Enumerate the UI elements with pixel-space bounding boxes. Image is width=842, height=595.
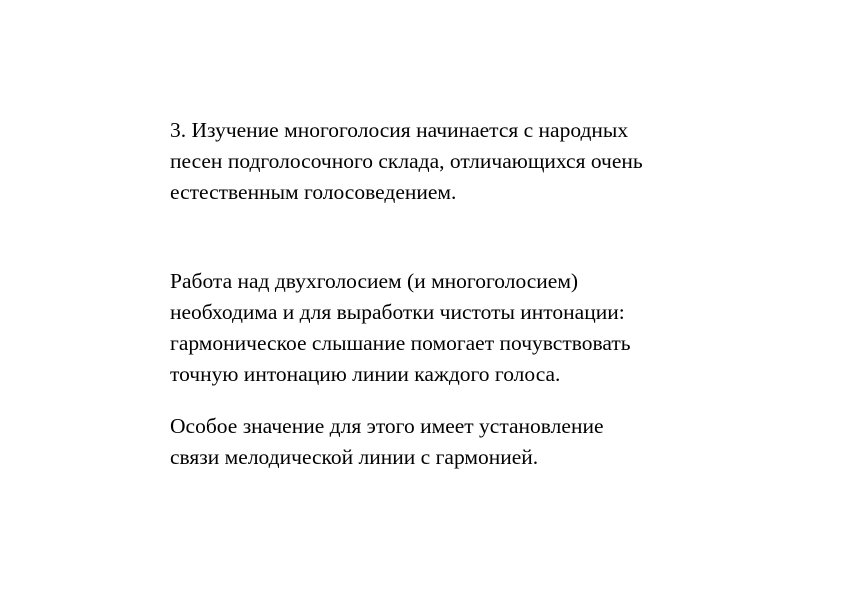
paragraph-line: 3. Изучение многоголосия начинается с народных bbox=[170, 118, 629, 142]
paragraph-line: естественным голосоведением. bbox=[170, 180, 457, 204]
paragraph-line: связи мелодической линии с гармонией. bbox=[170, 445, 539, 469]
paragraph-line: гармоническое слышание помогает почувствовать bbox=[170, 331, 631, 355]
paragraph-harmony-connection bbox=[170, 411, 730, 473]
paragraph-two-voice-work bbox=[170, 266, 730, 390]
paragraph-line: песен подголосочного склада, отличающихся очень bbox=[170, 149, 643, 173]
paragraph-polyphony-intro bbox=[170, 115, 730, 208]
paragraph-line: необходима и для выработки чистоты интонации: bbox=[170, 300, 625, 324]
paragraph-line: Работа над двухголосием (и многоголосием) bbox=[170, 269, 579, 293]
paragraph-line: Особое значение для этого имеет установление bbox=[170, 414, 604, 438]
paragraph-line: точную интонацию линии каждого голоса. bbox=[170, 362, 561, 386]
